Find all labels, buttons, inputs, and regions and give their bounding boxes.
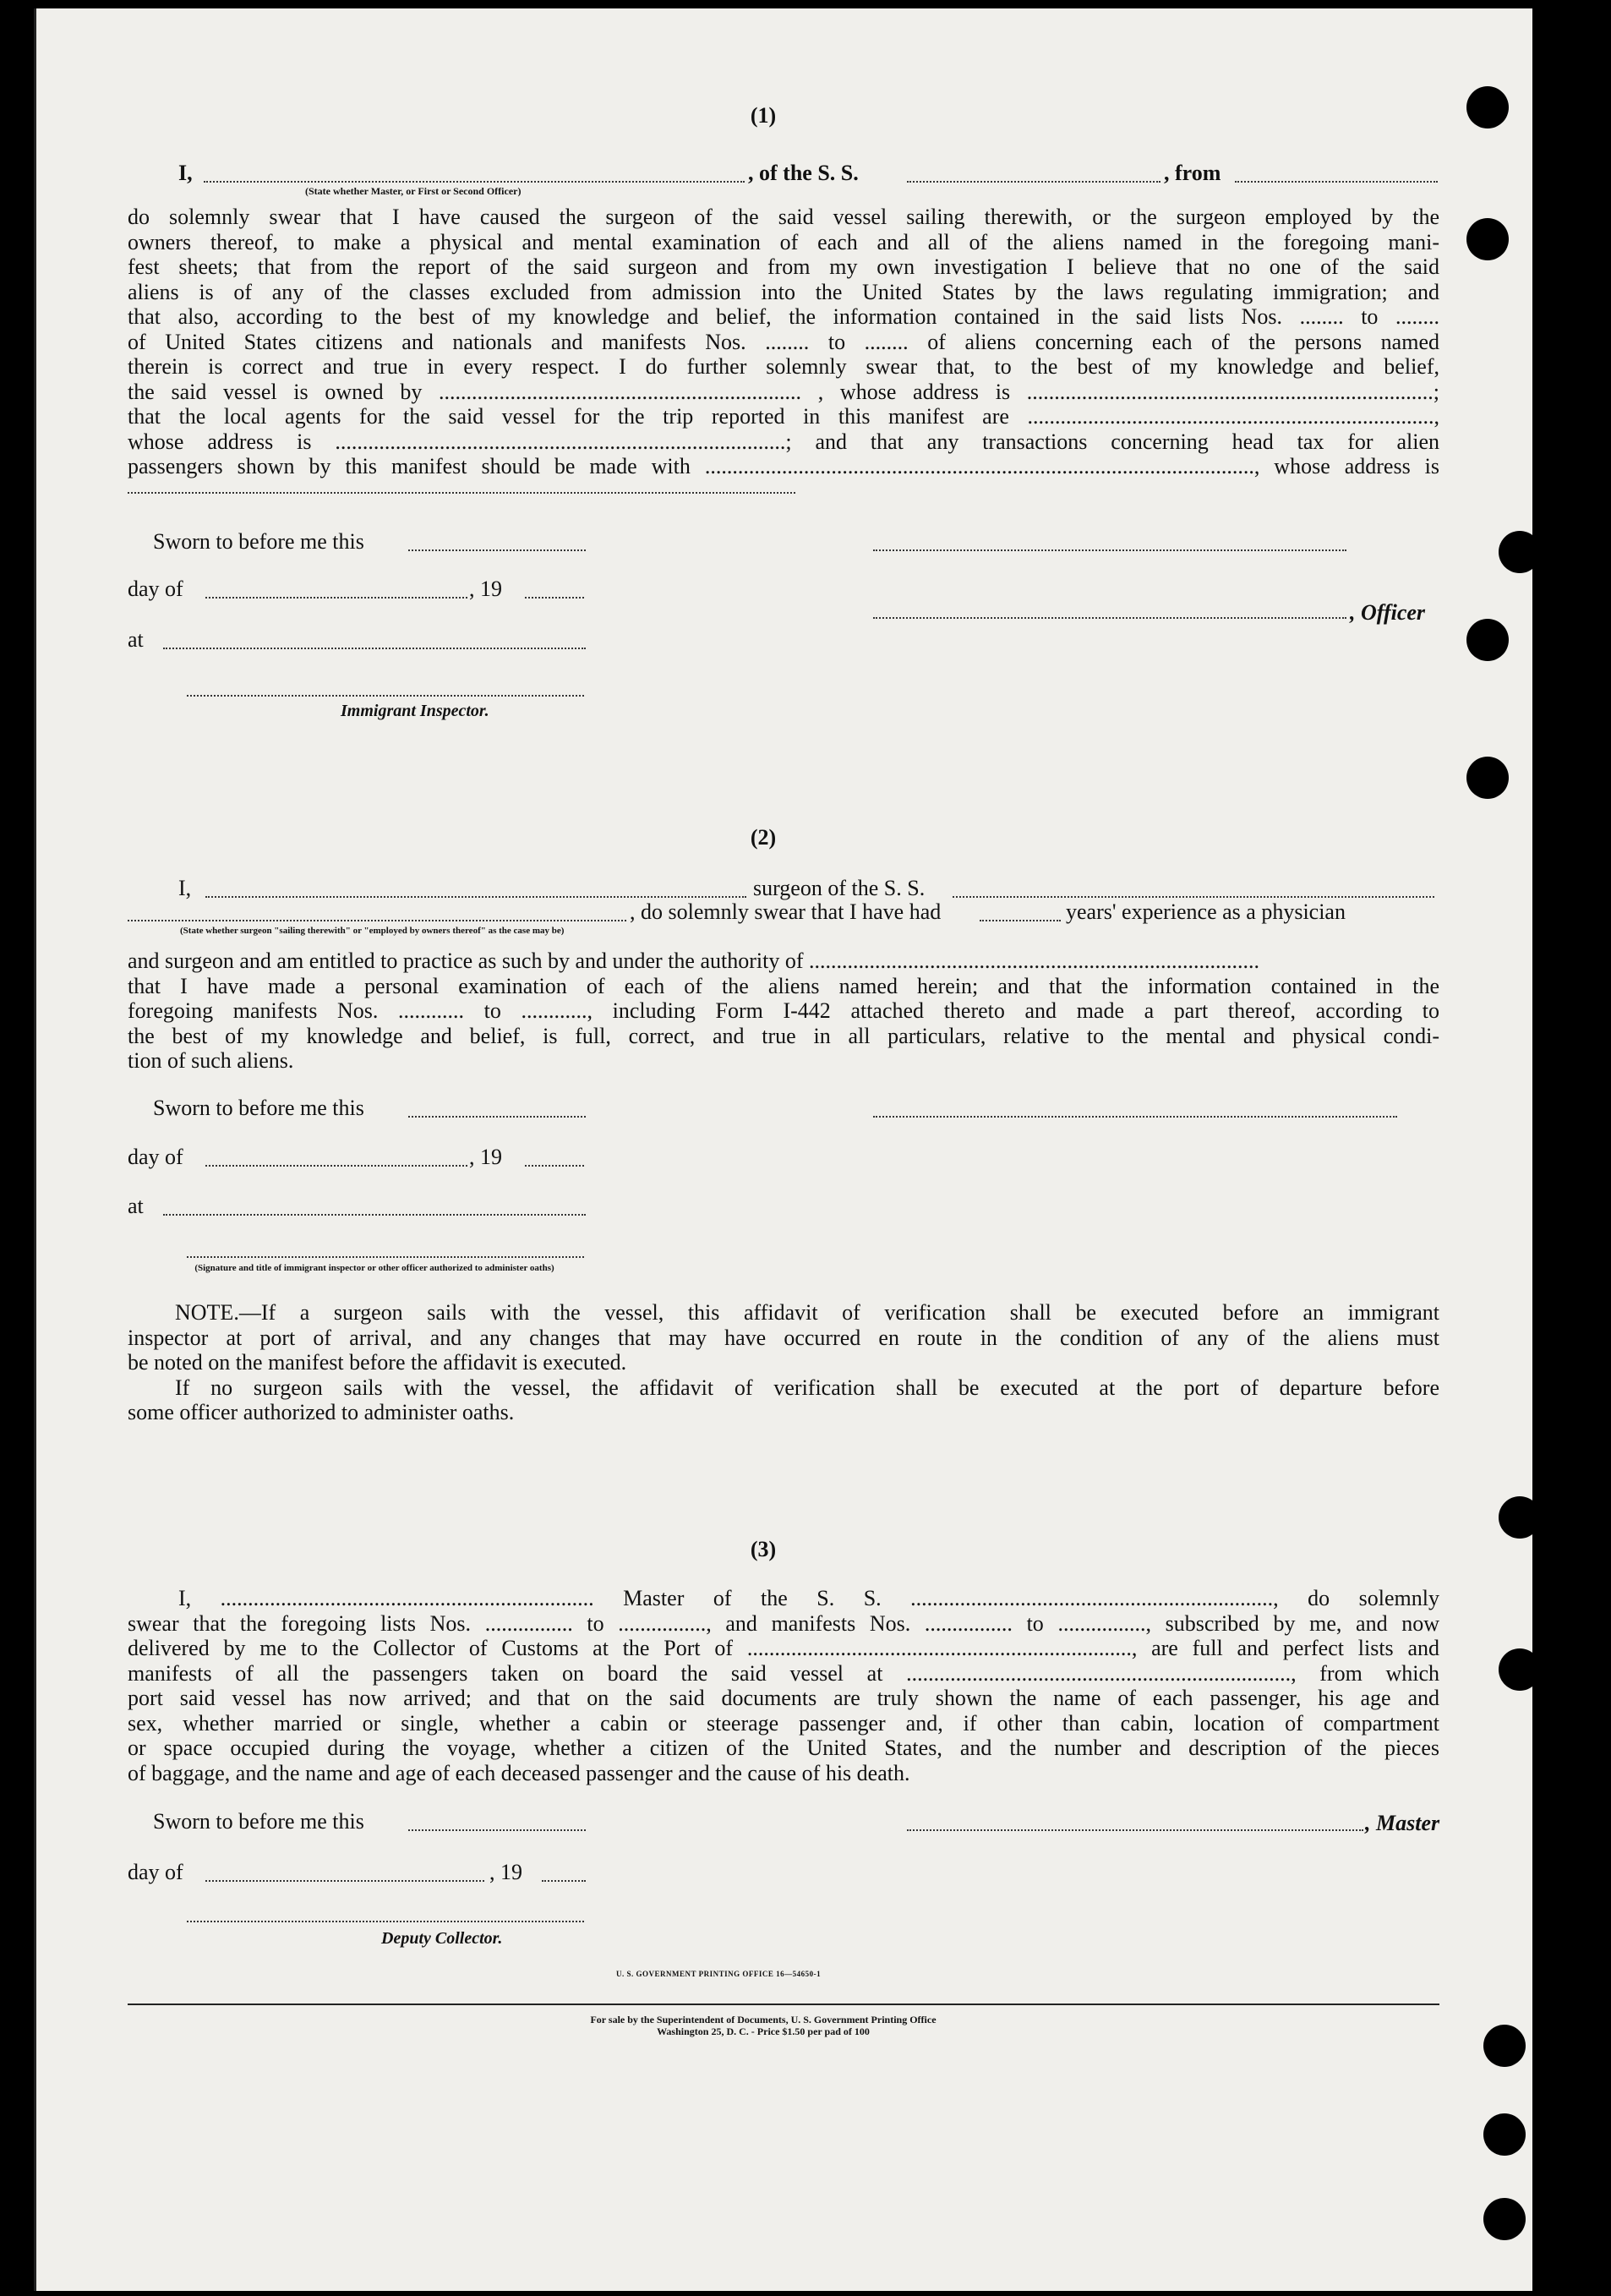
binder-hole — [1483, 2113, 1526, 2156]
sworn-label: Sworn to before me this — [153, 1096, 364, 1120]
binder-hole — [1466, 757, 1509, 799]
sale-notice — [36, 2014, 1490, 2037]
text-line: that I have made a personal examination of each of the aliens named herein; and that the information contained in the — [128, 973, 1439, 998]
text-line: of United States citizens and nationals and manifests Nos. ........ to ........ of aliens concerning each of the persons named — [128, 329, 1439, 354]
text-line: swear that the foregoing lists Nos. ................ to ................, and manifests Nos. ................ to ................, subscribed by me, and now — [128, 1610, 1439, 1636]
officer-title-field[interactable] — [873, 617, 1346, 619]
footer-rule — [128, 2004, 1439, 2005]
signature-note: (Signature and title of immigrant inspector or other officer authorized to administer oaths) — [194, 1263, 554, 1273]
at-field[interactable] — [163, 1214, 586, 1216]
text-line: some officer authorized to administer oaths. — [128, 1400, 515, 1424]
sale-line-2: Washington 25, D. C. - Price $1.50 per pad of 100 — [657, 2025, 870, 2037]
section-1-body — [128, 205, 1439, 479]
inspector-signature-field[interactable] — [187, 695, 584, 697]
years-label: years' experience as a physician — [1066, 899, 1346, 924]
text-line: passengers shown by this manifest should be made with ...................................................................................................., whose address is — [128, 454, 1439, 478]
years-field[interactable] — [980, 920, 1061, 921]
section-3-number: (3) — [750, 1537, 777, 1561]
day-of-field[interactable] — [205, 1880, 484, 1882]
day-of-label: day of — [128, 1860, 183, 1884]
year-label: , 19 — [489, 1860, 522, 1884]
officer-note: (State whether Master, or First or Second Officer) — [305, 185, 522, 197]
from-label: , from — [1164, 161, 1221, 185]
sworn-date-field[interactable] — [408, 1116, 586, 1118]
officer-name-field[interactable] — [204, 181, 745, 183]
collector-label: Deputy Collector. — [381, 1929, 503, 1948]
binder-hole — [1499, 1496, 1541, 1539]
section-1-i: I, — [178, 161, 193, 185]
year-field[interactable] — [525, 1165, 584, 1167]
text-line: aliens is of any of the classes excluded from admission into the United States by the laws regulating immigration; and — [128, 279, 1439, 304]
sworn-date-field[interactable] — [408, 549, 586, 551]
gpo-imprint: U. S. GOVERNMENT PRINTING OFFICE 16—54650-1 — [616, 1970, 822, 1978]
swear-label: , do solemnly swear that I have had — [630, 899, 942, 924]
surgeon-note: (State whether surgeon "sailing therewith" or "employed by owners thereof" as the case may be) — [180, 926, 565, 936]
text-line: fest sheets; that from the report of the said surgeon and from my own investigation I believe that no one of the said — [128, 254, 1439, 279]
text-line: delivered by me to the Collector of Customs at the Port of ......................................................................, are full and perfect lists and — [128, 1636, 1439, 1660]
surgeon-type-field[interactable] — [128, 920, 626, 921]
text-line: owners thereof, to make a physical and mental examination of each and all of the aliens named in the foregoing mani- — [128, 229, 1439, 254]
text-line: that also, according to the best of my knowledge and belief, the information contained in the said lists Nos. ........ to ........ — [128, 304, 1439, 329]
text-line: inspector at port of arrival, and any changes that may have occurred en route in the condition of any of the aliens must — [128, 1325, 1439, 1350]
surgeon-of-label: surgeon of the S. S. — [753, 876, 926, 900]
text-line: I, .................................................................... Master of the S. S. .................................................................., do solemnly — [178, 1586, 1439, 1610]
text-line: or space occupied during the voyage, whether a citizen of the United States, and the number and description of the pieces — [128, 1736, 1439, 1760]
binder-hole — [1483, 2198, 1526, 2240]
text-line: If no surgeon sails with the vessel, the affidavit of verification shall be executed at the port of departure before — [175, 1375, 1439, 1400]
binder-hole — [1466, 218, 1509, 260]
day-of-label: day of — [128, 1145, 183, 1169]
year-label: , 19 — [469, 1145, 502, 1169]
collector-signature-field[interactable] — [187, 1921, 584, 1922]
text-line: whose address is ..................................................................................; and that any transactions concerning head tax for alien — [128, 429, 1439, 454]
binder-hole — [1466, 619, 1509, 661]
day-of-field[interactable] — [205, 597, 467, 599]
year-field[interactable] — [542, 1880, 586, 1882]
of-ss-label: , of the S. S. — [748, 161, 859, 185]
text-line: and surgeon and am entitled to practice as such by and under the authority of .................................................................................. — [128, 948, 1259, 973]
day-of-label: day of — [128, 577, 183, 601]
section-3-body — [128, 1586, 1439, 1785]
sale-line-1: For sale by the Superintendent of Documents, U. S. Government Printing Office — [590, 2014, 937, 2025]
officer-signature-field[interactable] — [873, 549, 1346, 551]
section-2-i: I, — [178, 876, 192, 900]
text-line: of baggage, and the name and age of each deceased passenger and the cause of his death. — [128, 1760, 910, 1785]
text-line: the said vessel is owned by .................................................................. , whose address is ..........................................................................; — [128, 379, 1439, 404]
at-label: at — [128, 627, 144, 652]
sworn-date-field[interactable] — [408, 1829, 586, 1831]
text-line: sex, whether married or single, whether a cabin or steerage passenger and, if other than cabin, location of compartment — [128, 1710, 1439, 1736]
section-2-number: (2) — [750, 825, 777, 850]
text-line: manifests of all the passengers taken on board the said vessel at ......................................................................, from which — [128, 1660, 1439, 1686]
year-label: , 19 — [469, 577, 502, 601]
from-port-field[interactable] — [1235, 181, 1438, 183]
master-signature-field[interactable] — [907, 1829, 1363, 1831]
section-1-number: (1) — [750, 103, 777, 128]
text-line: foregoing manifests Nos. ............ to ............, including Form I-442 attached thereto and made a part thereof, according to — [128, 998, 1439, 1023]
binder-hole — [1499, 531, 1541, 573]
text-line: port said vessel has now arrived; and that on the said documents are truly shown the name of each passenger, his age and — [128, 1686, 1439, 1710]
section-2-body — [128, 948, 1439, 1074]
day-of-field[interactable] — [205, 1165, 467, 1167]
sworn-label: Sworn to before me this — [153, 1809, 364, 1834]
binder-hole — [1499, 1648, 1541, 1691]
address-continuation-field[interactable] — [128, 492, 795, 494]
vessel-name-field[interactable] — [907, 181, 1160, 183]
officer-label: , Officer — [1350, 600, 1426, 625]
at-label: at — [128, 1194, 144, 1218]
text-line: that the local agents for the said vessel for the trip reported in this manifest are .........................................................................., — [128, 404, 1439, 429]
text-line: therein is correct and true in every respect. I do further solemnly swear that, to the best of my knowledge and belief, — [128, 354, 1439, 379]
note-paragraph — [128, 1300, 1439, 1425]
sworn-label: Sworn to before me this — [153, 529, 364, 554]
surgeon-signature-field[interactable] — [873, 1116, 1397, 1118]
form-sheet — [34, 8, 1532, 2291]
text-line: tion of such aliens. — [128, 1048, 294, 1073]
text-line: NOTE.—If a surgeon sails with the vessel, this affidavit of verification shall be executed before an immigrant — [175, 1300, 1439, 1325]
inspector-label: Immigrant Inspector. — [341, 702, 489, 720]
year-field[interactable] — [525, 597, 584, 599]
surgeon-vessel-field[interactable] — [953, 896, 1434, 898]
text-line: be noted on the manifest before the affidavit is executed. — [128, 1350, 627, 1375]
officer-signature-field[interactable] — [187, 1256, 584, 1258]
at-field[interactable] — [163, 648, 586, 649]
text-line: the best of my knowledge and belief, is full, correct, and true in all particulars, relative to the mental and physical condi- — [128, 1023, 1439, 1048]
surgeon-name-field[interactable] — [205, 896, 746, 898]
text-line: do solemnly swear that I have caused the surgeon of the said vessel sailing therewith, or the surgeon employed by the — [128, 205, 1439, 229]
master-label: , Master — [1365, 1811, 1440, 1835]
